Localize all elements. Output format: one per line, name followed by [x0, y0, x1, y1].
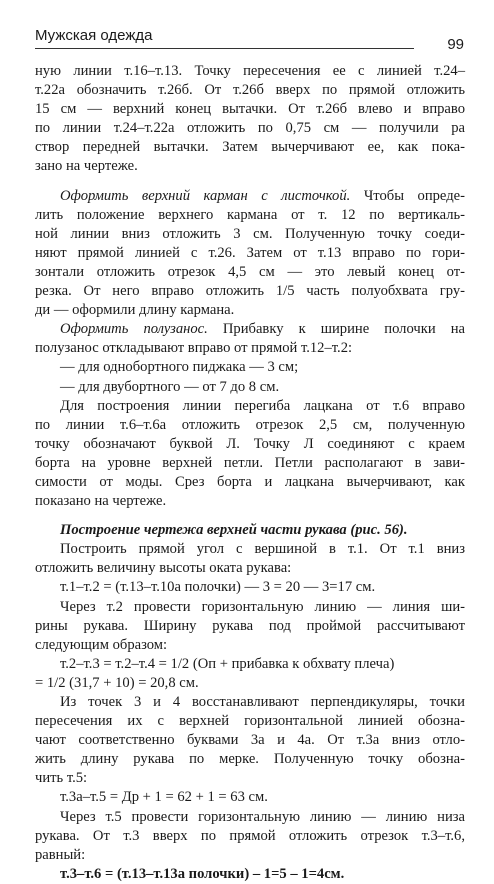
text-line: зано на чертеже.: [35, 158, 138, 175]
section-heading: Построение чертежа верхней части рукава (рис. 56).: [60, 522, 408, 539]
header-rule: [35, 48, 414, 49]
text-line: по линии т.24–т.22а отложить по 0,75 см — получили ра: [35, 120, 465, 137]
text-line: Построить прямой угол с вершиной в т.1. От т.1 вниз: [60, 541, 465, 558]
text-line: отложить величину высоты оката рукава:: [35, 560, 292, 577]
list-item: — для однобортного пиджака — 3 см;: [60, 359, 299, 376]
formula-line: = 1/2 (31,7 + 10) = 20,8 см.: [35, 674, 199, 691]
running-title: Мужская одежда: [35, 27, 153, 44]
text-line: т.22а обозначить т.26б. От т.26б вверх по прямой отложить: [35, 82, 465, 99]
page-number: 99: [447, 36, 464, 53]
formula-line: т.3а–т.5 = Др + 1 = 62 + 1 = 63 см.: [60, 789, 268, 806]
text-line: по линии т.6–т.6а отложить отрезок 2,5 см, полученную: [35, 416, 465, 433]
text-line: створ передней вытачки. Затем вычерчивают ее, как пока-: [35, 139, 465, 156]
text-line: 15 см — верхний конец вытачки. От т.26б влево и вправо: [35, 101, 465, 118]
text-line: следующим образом:: [35, 636, 168, 653]
page-body: [35, 62, 465, 884]
text-line: резка. От него вправо отложить 1/5 часть полуобхвата гру-: [35, 283, 465, 300]
text-line: Оформить верхний карман с листочкой. Чтобы опреде-: [60, 187, 465, 204]
paragraph-lead: Оформить верхний карман с листочкой.: [60, 187, 351, 204]
text-line: жить длину рукава по мерке. Полученную точку обозна-: [35, 751, 465, 768]
formula-line: т.2–т.3 = т.2–т.4 = 1/2 (Оп + прибавка к обхвату плеча): [60, 655, 395, 672]
text-line: рины рукава. Ширину рукава под проймой рассчитывают: [35, 617, 465, 634]
paragraph-overlap: [35, 320, 465, 396]
paragraph-lead: Оформить полузанос.: [60, 321, 208, 338]
text-line: борта на уровне верхней петли. Петли располагают в зави-: [35, 454, 465, 471]
formula-line: т.3–т.6 = (т.13–т.13а полочки) – 1=5 – 1=4см.: [60, 865, 345, 882]
paragraph-dart-continuation: [35, 62, 465, 177]
text-line: равный:: [35, 846, 86, 863]
text-line: ной линии вниз отложить 3 см. Полученную точку соеди-: [35, 225, 465, 242]
text-line: пересечения их с верхней горизонтальной линией обозна-: [35, 713, 465, 730]
text-line: полузанос откладывают вправо от прямой т.12–т.2:: [35, 340, 353, 357]
paragraph-sleeve: [35, 521, 465, 884]
text-line: показано на чертеже.: [35, 493, 167, 510]
paragraph-pocket: [35, 187, 465, 321]
text-line: Через т.5 провести горизонтальную линию — линию низа: [60, 808, 465, 825]
page-header: [35, 22, 464, 52]
text-line: Для построения линии перегиба лацкана от т.6 вправо: [60, 397, 465, 414]
text-line: лить положение верхнего кармана от т. 12 по вертикаль-: [35, 206, 465, 223]
text-line: точку обозначают буквой Л. Точку Л соединяют с краем: [35, 435, 465, 452]
text-line: рукава. От т.3 вверх по прямой отложить отрезок т.3–т.6,: [35, 827, 465, 844]
formula-line: т.1–т.2 = (т.13–т.10а полочки) — 3 = 20 — 3=17 см.: [60, 579, 376, 596]
text-line: симости от моды. Срез борта и лацкана вычерчивают, как: [35, 473, 465, 490]
text-line: няют прямой линией с т.26. Затем от т.13 вправо по гори-: [35, 244, 465, 261]
text-line: ную линии т.16–т.13. Точку пересечения ее с линией т.24–: [35, 63, 465, 79]
list-item: — для двубортного — от 7 до 8 см.: [60, 378, 280, 395]
text-line: Оформить полузанос. Прибавку к ширине полочки на: [60, 321, 465, 338]
text-line: ди — оформили длину кармана.: [35, 302, 235, 319]
text-line: зонтали отложить отрезок 4,5 см — это левый конец от-: [35, 263, 465, 280]
text-line: чают соответственно буквами 3а и 4а. От т.3а вниз отло-: [35, 732, 465, 749]
text-line: Через т.2 провести горизонтальную линию — линия ши-: [60, 598, 465, 615]
paragraph-lapel: [35, 397, 465, 512]
text-line: чить т.5:: [35, 770, 88, 787]
text-line: Из точек 3 и 4 восстанавливают перпендикуляры, точки: [60, 694, 465, 710]
